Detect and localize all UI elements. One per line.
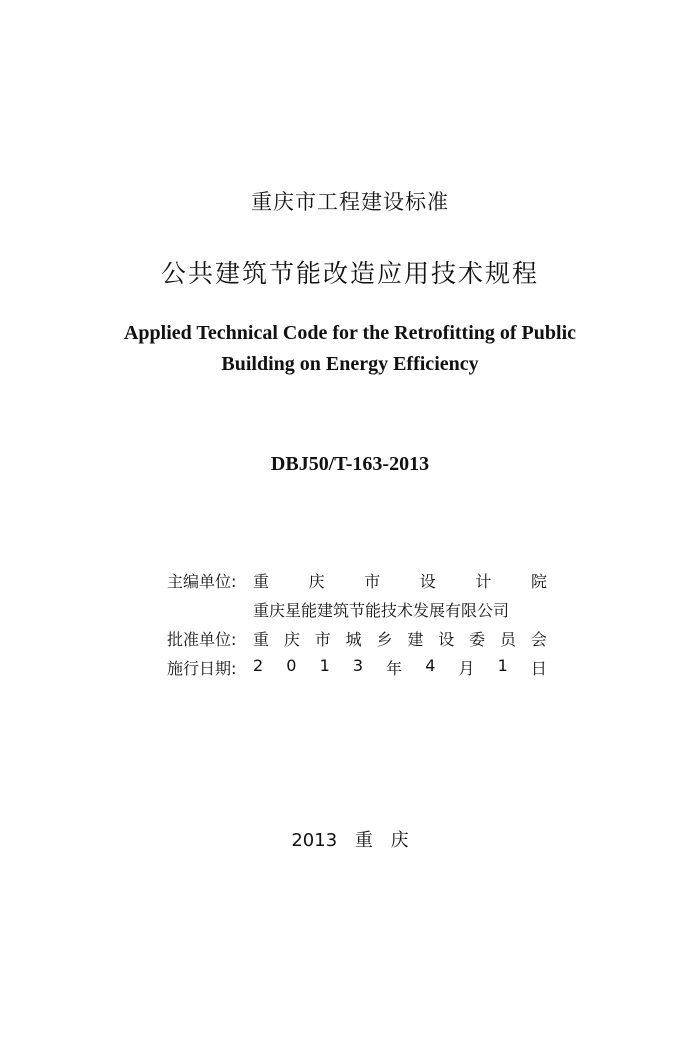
title-english-line-2: Building on Energy Efficiency [221,353,479,375]
approver-char: 重 [253,630,270,649]
approver-char: 城 [345,630,362,649]
approver-label: 批准单位: [167,630,237,649]
approver-unit [253,627,547,650]
approver-char: 设 [438,630,455,649]
editor-char: 设 [419,572,436,591]
standard-series: 重庆市工程建设标准 [251,190,449,214]
title-english-line-1: Applied Technical Code for the Retrofitting of Public [123,322,577,344]
editor-char: 院 [530,572,547,591]
publication-info [167,566,547,682]
date-char: 日 [530,659,547,678]
editor-label: 主编单位: [167,572,237,591]
editor-row-2 [167,595,547,624]
approver-char: 乡 [376,630,393,649]
editor-unit-1 [253,569,547,592]
date-char: 1 [497,656,508,675]
effective-date [253,656,547,679]
editor-char: 计 [475,572,492,591]
date-char: 1 [319,656,330,675]
date-char: 年 [386,659,403,678]
date-char: 0 [286,656,297,675]
approver-char: 员 [500,630,517,649]
approver-char: 建 [407,630,424,649]
approver-char: 市 [314,630,331,649]
editor-unit-2: 重庆星能建筑节能技术发展有限公司 [253,601,510,620]
date-label: 施行日期: [167,659,237,678]
editor-char: 重 [253,572,270,591]
date-char: 月 [458,659,475,678]
editor-char: 市 [364,572,381,591]
date-char: 4 [425,656,436,675]
title-english [0,318,700,380]
date-char: 2 [253,656,264,675]
approver-char: 委 [469,630,486,649]
editor-row [167,566,547,595]
approver-char: 会 [530,630,547,649]
standard-code: DBJ50/T-163-2013 [270,453,430,475]
approver-row [167,624,547,653]
date-char: 3 [352,656,364,675]
editor-char: 庆 [308,572,325,591]
footer-year-place: 2013 重 庆 [291,830,409,851]
date-row [167,653,547,682]
title-chinese: 公共建筑节能改造应用技术规程 [160,259,539,288]
approver-char: 庆 [283,630,300,649]
